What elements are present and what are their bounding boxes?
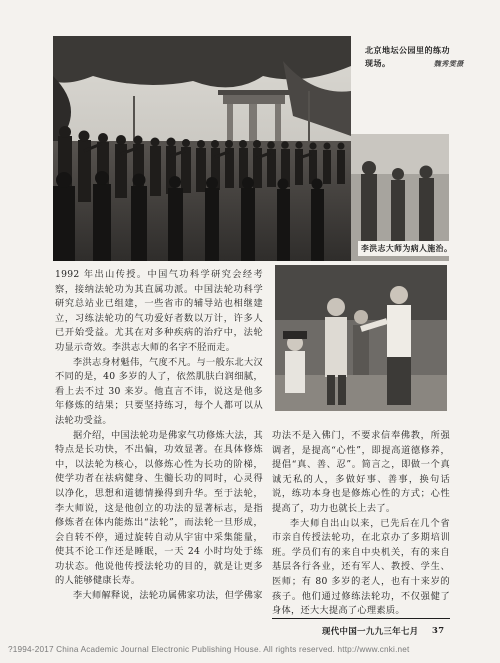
right-paragraph-2: 李大师自出山以来，已先后在几个省市亲自传授法轮功，在北京办了多期培训班。学员们有的来自中央机关，有的来自基层各行各业，还有军人、教授、学生、医师；有 80 多岁的老人，也有十来岁的孩子。他们通过修练法轮功，不仅强健了身体，还大大提高了心理素质。 (272, 517, 450, 617)
left-paragraph-2: 李洪志身材魁伟，气度不凡。与一般东北大汉不同的是，40 多岁的人了，依然肌肤白润细腻，看上去不过 30 来岁。他直言不讳，说这是他多年修炼的结果；只要坚持练习，每个人都可以从法轮功受益。 (55, 356, 263, 426)
park-caption-credit: 魏秀雯摄 (433, 59, 464, 68)
left-paragraph-3: 据介绍，中国法轮功是佛家气功修炼大法，其特点是长功快，不出偏，功效显著。在具体修炼中，以法轮为核心，以修炼心性为长功的阶梯，使学功者在祛病健身、生髓长功的同时，心灵得以净化，思想和道德情操得到升华。至于法轮，李大师说，这是他创立的功法的显著标志，是指修炼者在体内能炼出“法轮”，而法轮一旦形成，会自转不停，通过旋转自动从宇宙中采集能量，使其不论工作还是睡眠，一天 24 小时均处于练功状态。他说他传授法轮功的目的，就是让更多的人能够健康长寿。 (55, 429, 263, 587)
left-paragraph-1: 1992 年出山传授。中国气功科学研究会经考察，接纳法轮功为其直属功派。中国法轮功科学研究总站业已组建，一些省市的辅导站也相继建立，习练法轮功的气功爱好者数以万计，许多人已开始受益。尤其在对多种疾病的治疗中，法轮功显示奇效。李洪志大师的名字不胫而走。 (55, 269, 263, 353)
footer-journal: 现代中国一九九三年七月 (322, 626, 419, 636)
right-column (272, 429, 450, 619)
group-practice-photo (53, 36, 351, 261)
park-caption-line1: 北京地坛公园里的练功 (365, 45, 450, 55)
park-caption-line2: 现场。 (365, 58, 391, 68)
park-photo-caption (365, 44, 464, 70)
footer-rule (272, 618, 450, 619)
group-practice-photo-drawing (53, 36, 351, 261)
treatment-photo (275, 265, 447, 411)
left-column (55, 268, 263, 604)
copyright-line: ?1994-2017 China Academic Journal Electronic Publishing House. All rights reserved. http://www.cnki.net (8, 645, 410, 654)
right-paragraph-1: 功法不是入佛门，不要求信奉佛教，所强调者，是提高“心性”，即提高道德修养，提倡“真、善、忍”。简言之，即做一个真诚无私的人，多做好事、善事，换句话说，练功本身也是修炼心性的方式；心性提高了，功力也就长上去了。 (272, 430, 450, 514)
treatment-photo-drawing (275, 265, 447, 411)
treatment-photo-caption: 李洪志大师为病人施治。 (358, 241, 455, 256)
left-paragraph-4: 李大师解释说，法轮功属佛家功法，但学佛家 (73, 590, 263, 602)
footer-page-number: 37 (432, 625, 445, 635)
